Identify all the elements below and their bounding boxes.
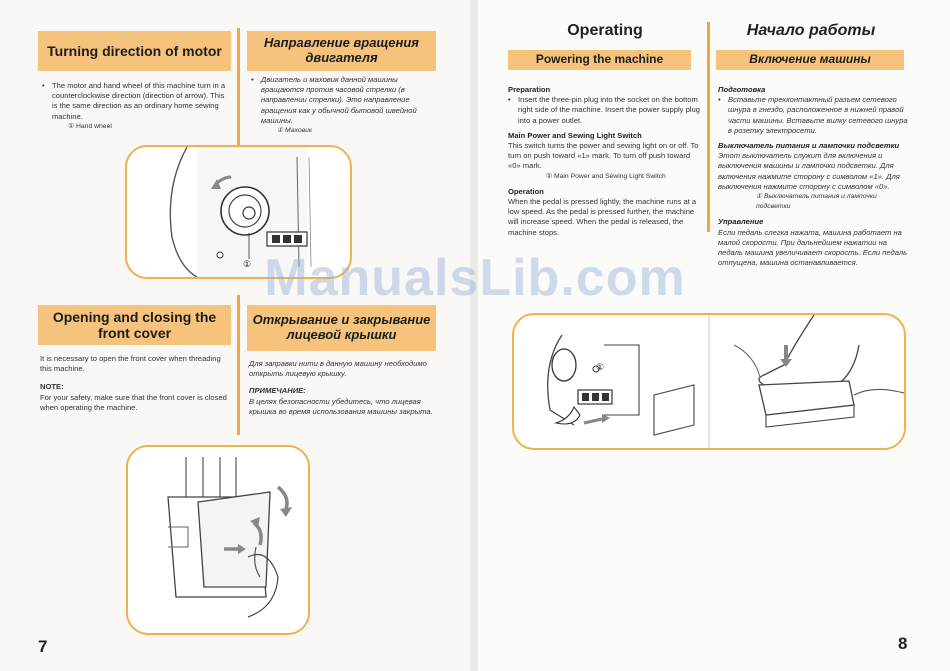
- caption-label: Маховик: [284, 127, 313, 135]
- caption-number: ①: [546, 172, 553, 180]
- switch-caption-ru: [718, 192, 908, 212]
- left-page: [0, 0, 470, 671]
- switch-label-ru: Выключатель питания и лампочки подсветки: [718, 141, 900, 151]
- operation-label-ru: Управление: [718, 217, 764, 227]
- cover-instruction-ru: Для заправки нити в данную машину необходимо открыть лицевую крышку.: [249, 359, 427, 379]
- switch-caption: [508, 172, 700, 182]
- page-number-left: 7: [38, 637, 48, 656]
- preparation-label-ru: Подготовка: [718, 85, 766, 94]
- powering-text-en: [508, 81, 700, 238]
- operation-text: When the pedal is pressed lightly, the machine runs at a low speed. As the pedal is pressed further, the machine will increase speed. When the pedal is released, the machine stops.: [508, 197, 697, 237]
- power-pedal-illustration: [512, 313, 906, 450]
- right-page: [478, 0, 950, 671]
- operating-heading-ru: Начало работы: [746, 22, 876, 39]
- handwheel-caption-ru: [251, 126, 435, 136]
- cover-text-en: [40, 354, 228, 413]
- cover-instruction-en: It is necessary to open the front cover when threading this machine.: [40, 354, 221, 374]
- figure-callout-1: ①: [243, 259, 252, 269]
- caption-label: Выключатель питания и лампочки подсветки: [756, 193, 877, 211]
- switch-text-ru: Этот выключатель служит для включения и выключения машины и лампочки подсветки. Для включения нажмите сторону с символом «1». Для выключения нажмите сторону с символом «0».: [718, 151, 900, 191]
- caption-label: Hand wheel: [75, 122, 112, 130]
- switch-text: This switch turns the power and sewing light on or off. To turn on push toward «1» mark. To turn off push toward «0» mark.: [508, 141, 699, 171]
- section-title-ru-cover: Открывание и закрывание лицевой крышки: [247, 305, 436, 351]
- caption-number: ①: [68, 122, 75, 130]
- page-number-right: 8: [898, 634, 908, 653]
- operation-label: Operation: [508, 186, 544, 196]
- section-title-en-motor: Turning direction of motor: [38, 31, 231, 71]
- operation-text-ru: Если педаль слегка нажата, машина работает на малой скорости. При дальнейшем нажатии на педаль машина увеличивает скорость. Если педаль отпущена, машина останавливается.: [718, 227, 908, 268]
- hand-wheel-caption: [42, 122, 228, 132]
- powering-title-en: Powering the machine: [508, 50, 691, 70]
- motor-text-ru: [251, 75, 435, 136]
- caption-label: Main Power and Sewing Light Switch: [553, 172, 666, 180]
- header-divider: [237, 295, 240, 435]
- preparation-label: Preparation: [508, 85, 551, 94]
- preparation-text-ru: • Вставьте трехконтактный разъем сетевого шнура в гнездо, расположенное в нижней правой части машины. Вставьте вилку сетевого шнура в розетку электросети.: [718, 95, 908, 136]
- section-title-ru-motor: Направление вращения двигателя: [247, 31, 436, 71]
- watermark: ManualsLib.com: [264, 249, 686, 307]
- caption-number: ①: [756, 193, 763, 201]
- header-divider: [237, 28, 240, 156]
- switch-label: Main Power and Sewing Light Switch: [508, 130, 642, 140]
- note-text-ru: В целях безопасности убедитесь, что лицевая крышка во время использования машины закрыта.: [249, 396, 433, 416]
- preparation-text: • Insert the three-pin plug into the socket on the bottom right side of the machine. Insert the power supply plug into a power outlet.: [508, 95, 700, 126]
- cover-text-ru: [249, 359, 435, 417]
- note-text: For your safety, make sure that the front cover is closed when operating the machine.: [40, 392, 227, 412]
- operating-heading-en: Operating: [567, 22, 643, 39]
- note-label: NOTE:: [40, 382, 64, 392]
- page-gutter: [470, 0, 478, 671]
- motor-text-en-bullet: • The motor and hand wheel of this machine turn in a counterclockwise direction (direction of arrow). This is the same direction as an ordinary home sewing machine.: [42, 81, 228, 122]
- header-divider: [707, 22, 710, 232]
- note-label-ru: ПРИМЕЧАНИЕ:: [249, 386, 306, 396]
- switch-figure-callout: ①: [596, 362, 605, 372]
- powering-text-ru: [718, 81, 908, 268]
- caption-number: ①: [277, 127, 284, 135]
- section-title-en-cover: Opening and closing the front cover: [38, 305, 231, 345]
- powering-title-ru: Включение машины: [716, 50, 904, 70]
- motor-text-ru-bullet: • Двигатель и маховик данной машины вращаются против часовой стрелки (в направлении стрелки). Это направление вращения как у обычной бытовой швейной машины.: [251, 75, 435, 126]
- front-cover-illustration: [126, 445, 310, 635]
- motor-text-en: [42, 81, 228, 132]
